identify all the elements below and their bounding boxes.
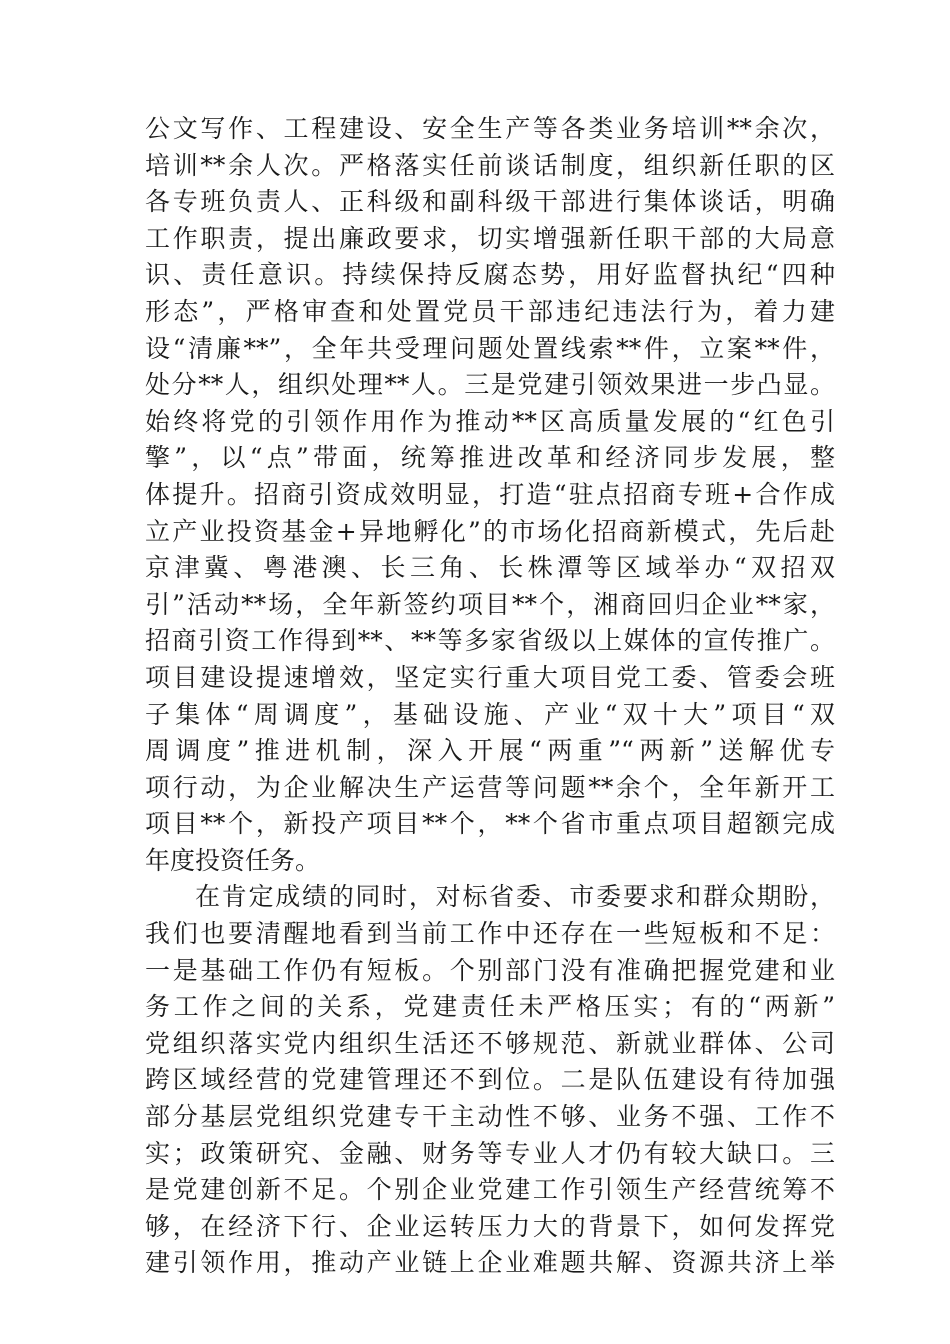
- text-line: 党组织落实党内组织生活还不够规范、新就业群体、公司: [145, 1028, 835, 1058]
- text-line: 一是基础工作仍有短板。个别部门没有准确把握党建和业: [145, 955, 835, 985]
- text-line: 项目建设提速增效，坚定实行重大项目党工委、管委会班: [145, 662, 835, 692]
- text-line: 始终将党的引领作用作为推动**区高质量发展的“红色引: [145, 406, 835, 436]
- text-line: 够，在经济下行、企业运转压力大的背景下，如何发挥党: [145, 1211, 835, 1241]
- text-line: 项目**个，新投产项目**个，**个省市重点项目超额完成: [145, 809, 835, 839]
- body-text: [145, 111, 835, 1282]
- text-line: 跨区域经营的党建管理还不到位。二是队伍建设有待加强: [145, 1065, 835, 1095]
- text-line: 培训**余人次。严格落实任前谈话制度，组织新任职的区: [145, 150, 835, 180]
- text-line: 务工作之间的关系，党建责任未严格压实；有的“两新”: [145, 992, 835, 1022]
- text-line: 是党建创新不足。个别企业党建工作引领生产经营统筹不: [145, 1175, 835, 1205]
- text-line: 在肯定成绩的同时，对标省委、市委要求和群众期盼，: [195, 882, 835, 912]
- text-line: 各专班负责人、正科级和副科级干部进行集体谈话，明确: [145, 187, 835, 217]
- text-line: 引”活动**场，全年新签约项目**个，湘商回归企业**家，: [145, 589, 835, 619]
- text-line: 我们也要清醒地看到当前工作中还存在一些短板和不足：: [145, 919, 835, 949]
- text-line: 招商引资工作得到**、**等多家省级以上媒体的宣传推广。: [145, 626, 835, 656]
- text-line: 形态”，严格审查和处置党员干部违纪违法行为，着力建: [145, 296, 835, 326]
- text-line: 设“清廉**”，全年共受理问题处置线索**件，立案**件，: [145, 333, 835, 363]
- text-line: 立产业投资基金+异地孵化”的市场化招商新模式，先后赴: [145, 516, 835, 546]
- text-line: 部分基层党组织党建专干主动性不够、业务不强、工作不: [145, 1102, 835, 1132]
- text-line: 公文写作、工程建设、安全生产等各类业务培训**余次，: [145, 114, 835, 143]
- text-line: 工作职责，提出廉政要求，切实增强新任职干部的大局意: [145, 223, 835, 253]
- text-line: 周调度”推进机制，深入开展“两重”“两新”送解优专: [145, 736, 835, 766]
- text-line: 处分**人，组织处理**人。三是党建引领效果进一步凸显。: [145, 370, 835, 400]
- text-line: 擎”，以“点”带面，统筹推进改革和经济同步发展，整: [145, 443, 835, 473]
- text-line: 京津冀、粤港澳、长三角、长株潭等区域举办“双招双: [145, 553, 835, 583]
- text-line: 体提升。招商引资成效明显，打造“驻点招商专班+合作成: [145, 479, 835, 509]
- text-line: 年度投资任务。: [145, 845, 321, 875]
- text-line: 实；政策研究、金融、财务等专业人才仍有较大缺口。三: [145, 1138, 835, 1168]
- text-line: 子集体“周调度”，基础设施、产业“双十大”项目“双: [145, 699, 835, 729]
- text-line: 识、责任意识。持续保持反腐态势，用好监督执纪“四种: [145, 260, 835, 290]
- text-line: 建引领作用，推动产业链上企业难题共解、资源共济上举: [145, 1248, 835, 1278]
- text-line: 项行动，为企业解决生产运营等问题**余个，全年新开工: [145, 772, 835, 802]
